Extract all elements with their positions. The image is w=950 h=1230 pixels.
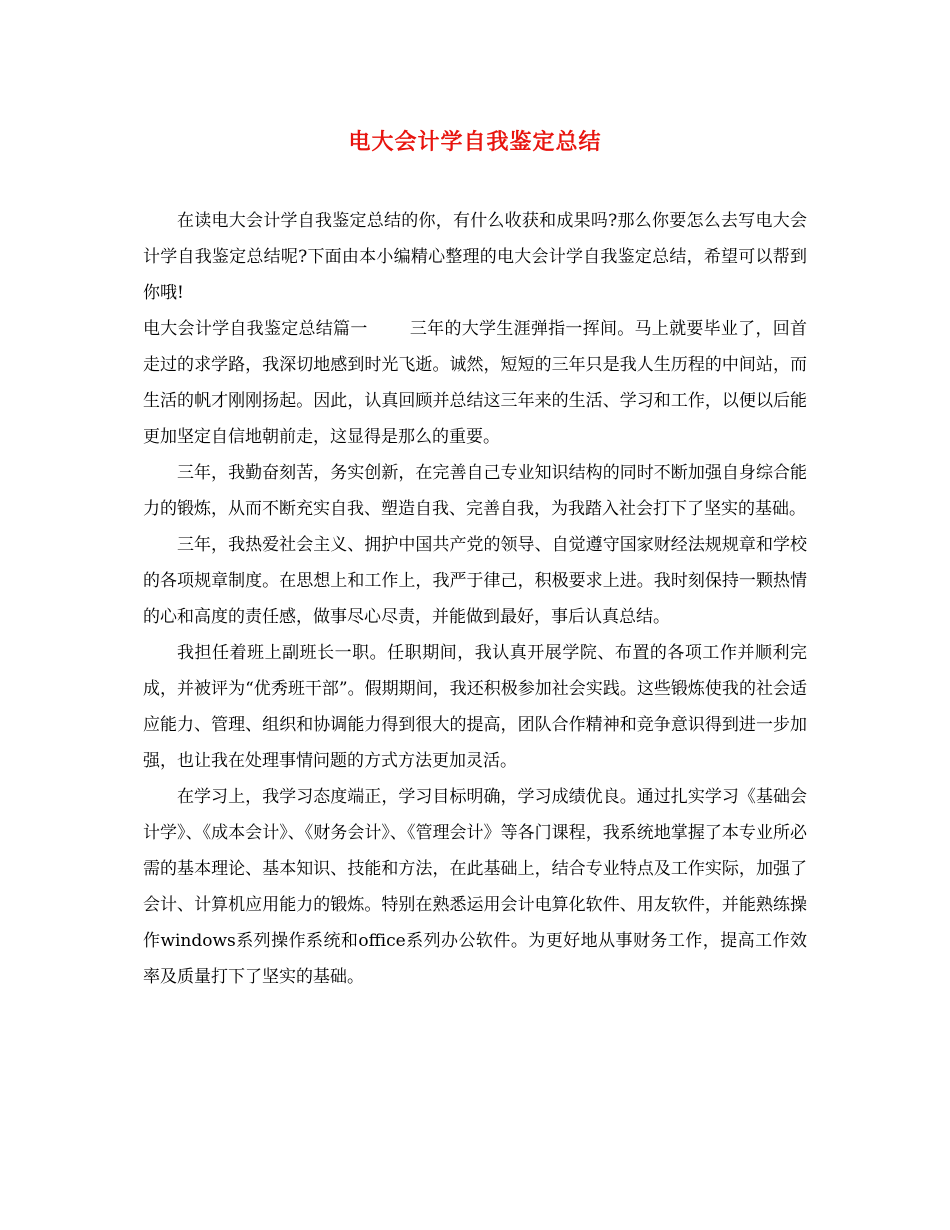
body-paragraph-3: 我担任着班上副班长一职。任职期间，我认真开展学院、布置的各项工作并顺利完成，并被评为“优秀班干部”。假期期间，我还积极参加社会实践。这些锻炼使我的社会适应能力、管理、组织和协调能力得到很大的提高，团队合作精神和竞争意识得到进一步加强，也让我在处理事情问题的方式方法更加灵活。 [143, 643, 807, 771]
document-page [143, 128, 807, 995]
body-paragraph-2: 三年，我热爱社会主义、拥护中国共产党的领导、自觉遵守国家财经法规规章和学校的各项规章制度。在思想上和工作上，我严于律己，积极要求上进。我时刻保持一颗热情的心和高度的责任感，做事尽心尽责，并能做到最好，事后认真总结。 [143, 535, 807, 627]
section-paragraph [143, 311, 807, 455]
body-paragraph-4: 在学习上，我学习态度端正，学习目标明确，学习成绩优良。通过扎实学习《基础会计学》、《成本会计》、《财务会计》、《管理会计》等各门课程，我系统地掌握了本专业所必需的基本理论、基本知识、技能和方法，在此基础上，结合专业特点及工作实际，加强了会计、计算机应用能力的锻炼。特别在熟悉运用会计电算化软件、用友软件，并能熟练操作windows系列操作系统和office系列办公软件。为更好地从事财务工作，提高工作效率及质量打下了坚实的基础。 [143, 787, 807, 987]
body-paragraph-1: 三年，我勤奋刻苦，务实创新，在完善自己专业知识结构的同时不断加强自身综合能力的锻炼，从而不断充实自我、塑造自我、完善自我，为我踏入社会打下了坚实的基础。 [143, 463, 807, 519]
intro-paragraph: 在读电大会计学自我鉴定总结的你，有什么收获和成果吗?那么你要怎么去写电大会计学自我鉴定总结呢?下面由本小编精心整理的电大会计学自我鉴定总结，希望可以帮到你哦! [143, 211, 807, 303]
section-first-text: 三年的大学生涯弹指一挥间。马上就要毕业了，回首走过的求学路，我深切地感到时光飞逝。诚然，短短的三年只是我人生历程的中间站，而生活的帆才刚刚扬起。因此，认真回顾并总结这三年来的生活、学习和工作，以便以后能更加坚定自信地朝前走，这显得是那么的重要。 [143, 319, 808, 447]
document-title: 电大会计学自我鉴定总结 [348, 130, 602, 155]
section-heading: 电大会计学自我鉴定总结篇一 [143, 319, 368, 339]
